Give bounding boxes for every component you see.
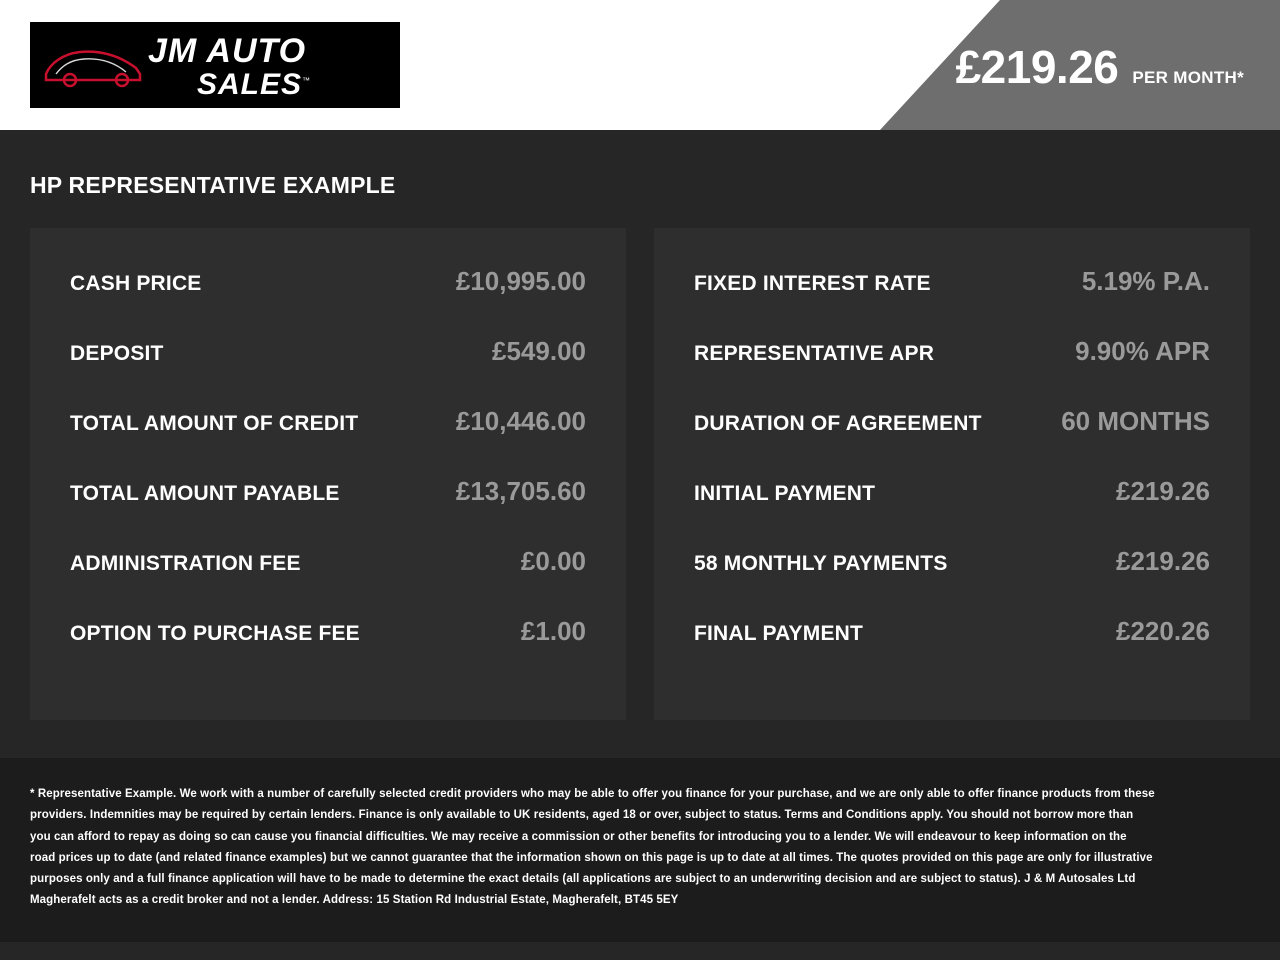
row-value: £10,995.00 — [455, 266, 586, 296]
table-row — [694, 616, 1210, 686]
dealer-logo — [30, 22, 400, 108]
row-label: DEPOSIT — [70, 342, 164, 365]
row-value: £1.00 — [520, 616, 586, 646]
row-value: £13,705.60 — [455, 476, 586, 506]
row-value: 60 MONTHS — [1061, 406, 1210, 436]
table-row — [70, 616, 586, 686]
dealer-logo-text — [148, 34, 398, 100]
table-row — [70, 266, 586, 336]
logo-line-1: JM AUTO — [148, 32, 307, 70]
row-label: TOTAL AMOUNT PAYABLE — [70, 482, 340, 505]
row-label: INITIAL PAYMENT — [694, 482, 876, 505]
row-label: REPRESENTATIVE APR — [694, 342, 935, 365]
price-amount: £219.26 — [955, 41, 1119, 93]
table-row — [694, 476, 1210, 546]
row-label: FINAL PAYMENT — [694, 622, 864, 645]
row-value: 5.19% P.A. — [1081, 266, 1210, 296]
disclaimer-section — [0, 758, 1280, 942]
row-label: TOTAL AMOUNT OF CREDIT — [70, 412, 359, 435]
row-value: £219.26 — [1116, 546, 1210, 576]
row-value: £549.00 — [492, 336, 586, 366]
table-row — [70, 546, 586, 616]
logo-line-2: SALES™ — [196, 68, 312, 101]
finance-details-panels — [30, 228, 1250, 720]
row-label: ADMINISTRATION FEE — [70, 552, 301, 575]
row-value: £10,446.00 — [455, 406, 586, 436]
row-value: £220.26 — [1116, 616, 1210, 646]
row-label: DURATION OF AGREEMENT — [694, 412, 982, 435]
table-row — [70, 406, 586, 476]
row-label: FIXED INTEREST RATE — [694, 272, 931, 295]
row-value: £0.00 — [520, 546, 586, 576]
row-label: CASH PRICE — [70, 272, 202, 295]
table-row — [694, 406, 1210, 476]
row-value: £219.26 — [1116, 476, 1210, 506]
row-value: 9.90% APR — [1075, 336, 1210, 366]
table-row — [694, 546, 1210, 616]
row-label: 58 MONTHLY PAYMENTS — [694, 552, 948, 575]
finance-panel-left — [30, 228, 626, 720]
table-row — [694, 336, 1210, 406]
page-header — [0, 0, 1280, 130]
table-row — [70, 476, 586, 546]
page-title: HP REPRESENTATIVE EXAMPLE — [30, 172, 396, 198]
monthly-price — [956, 40, 1244, 94]
disclaimer-text: * Representative Example. We work with a number of carefully selected credit providers who may be able to offer you finance for your purchase, and we are only able to offer finance products from these providers. Indemnities may be required by certain lenders. Finance is only available to UK residents, aged 18 or over, subject to status. Terms and Conditions apply. You should not borrow more than you can afford to repay as doing so can cause you financial difficulties. We may receive a commission or other benefits for introducing you to a lender. We will endeavour to keep information on the road prices up to date (and related finance examples) but we cannot guarantee that the information shown on this page is up to date at all times. The quotes provided on this page are only for illustrative purposes only and a full finance application will have to be made to determine the exact details (all applications are subject to an underwriting decision and are subject to status). J & M Autosales Ltd Magherafelt acts as a credit broker and not a lender. Address: 15 Station Rd Industrial Estate, Magherafelt, BT45 5EY — [30, 788, 1155, 907]
table-row — [70, 336, 586, 406]
table-row — [694, 266, 1210, 336]
finance-panel-right — [654, 228, 1250, 720]
trademark-mark: ™ — [302, 76, 312, 85]
main-content — [0, 130, 1280, 720]
car-silhouette-icon — [40, 44, 150, 90]
price-period-label: PER MONTH* — [1132, 68, 1244, 87]
row-label: OPTION TO PURCHASE FEE — [70, 622, 360, 645]
